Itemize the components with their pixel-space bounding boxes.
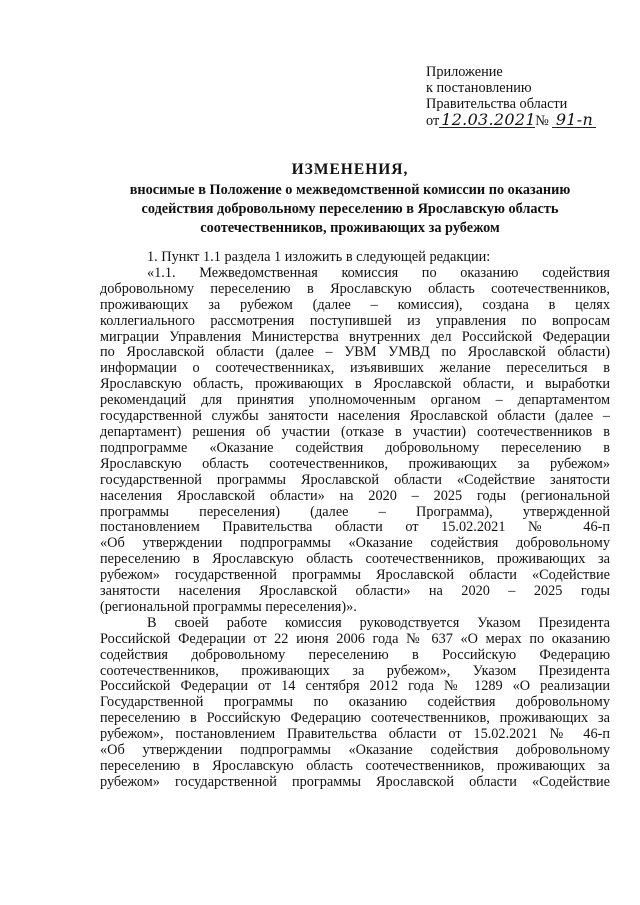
subtitle-line: соотечественников, проживающих за рубежом [200, 220, 500, 237]
body-text-line: рекомендаций для принятия уполномоченным органом – департаментом [100, 393, 610, 409]
annex-line-1: Приложение [426, 64, 503, 80]
annex-line-3: Правительства области [426, 96, 568, 113]
body-text-line: добровольному переселению в Ярославскую область соотечественников, [100, 281, 610, 297]
body-text-line: департамент) решения об участии (отказе в участии) соотечественников в [100, 424, 610, 440]
body-text-line: населения Ярославской области» на 2020 – 2025 годы (региональной [100, 488, 610, 504]
annex-date-line [426, 109, 596, 129]
body-text-line: Российской Федерации от 14 сентября 2012 года № 1289 «О реализации [100, 679, 610, 695]
body-text-line: В своей работе комиссия руководствуется Указом Президента [147, 615, 610, 631]
body-text-line: миграции Управления Министерства внутренних дел Российской Федерации [100, 329, 610, 345]
body-text-line: Ярославскую область соотечественников, проживающих за рубежом» [100, 456, 610, 472]
body-text-line: информации о соотечественниках, изъявивших желание переселиться в [100, 361, 610, 377]
annex-line-2: к постановлению [426, 80, 532, 97]
body-text-line: Государственной программы по оказанию содействия добровольному [100, 695, 610, 711]
body-text-line: программы переселения) (далее – Программа), утвержденной [100, 504, 610, 520]
body-text-line: Ярославскую область, проживающих в Ярославской области, и выработки [100, 377, 610, 393]
body-text-line: «1.1. Межведомственная комиссия по оказанию содействия [147, 265, 610, 281]
document-body [100, 250, 610, 791]
annex-block [426, 64, 596, 129]
number-sign: № [535, 112, 549, 129]
body-text-line: соотечественников, проживающих за рубежом», Указом Президента [100, 663, 610, 679]
body-text-line: «Об утверждении подпрограммы «Оказание содействия добровольному [100, 536, 610, 552]
body-text-line: занятости населения Ярославской области» на 2020 – 2025 годы [100, 584, 610, 600]
body-text-line: переселению в Российскую Федерацию соотечественников, проживающих за [100, 711, 610, 727]
body-text-line: подпрограмме «Оказание содействия добровольному переселению в [100, 440, 610, 456]
body-text-line: рубежом», постановлением Правительства области от 15.02.2021 № 46-п [100, 727, 610, 743]
body-text-line: (региональной программы переселения)». [100, 599, 357, 615]
body-text-line: государственной программы Ярославской области «Содействие занятости [100, 472, 610, 488]
body-text-line: рубежом» государственной программы Ярославской области «Содействие [100, 568, 610, 584]
body-text-line: проживающих за рубежом (далее – комиссия), создана в целях [100, 297, 610, 313]
body-text-line: государственной службы занятости населения Ярославской области (далее – [100, 409, 610, 425]
body-text-line: рубежом» государственной программы Ярославской области «Содействие [100, 774, 610, 790]
document-title: ИЗМЕНЕНИЯ, [291, 161, 409, 178]
document-subtitle [100, 181, 600, 239]
body-text-line: Российской Федерации от 22 июня 2006 года № 637 «О мерах по оказанию [100, 631, 610, 647]
body-text-line: постановлением Правительства области от 15.02.2021 № 46-п [100, 520, 610, 536]
body-text-line: коллегиального рассмотрения поступившей из управления по вопросам [100, 313, 610, 329]
body-text-line: содействия добровольному переселению в Российскую Федерацию [100, 647, 610, 663]
handwritten-number: 91-п [552, 113, 596, 128]
body-text-line: переселению в Ярославскую область соотечественников, проживающих за [100, 759, 610, 774]
subtitle-line: вносимые в Положение о межведомственной комиссии по оказанию [129, 182, 571, 198]
body-text-line: «Об утверждении подпрограммы «Оказание содействия добровольному [100, 743, 610, 759]
body-text-line: 1. Пункт 1.1 раздела 1 изложить в следующей редакции: [147, 250, 491, 265]
body-text-line: переселению в Ярославскую область соотечественников, проживающих за [100, 552, 610, 568]
handwritten-date: 12.03.2021 [441, 109, 536, 129]
subtitle-line: содействия добровольному переселению в Ярославскую область [141, 201, 559, 218]
body-text-line: по Ярославской области (далее – УВМ УМВД по Ярославской области) [100, 345, 610, 361]
annex-ot: от [426, 112, 440, 129]
